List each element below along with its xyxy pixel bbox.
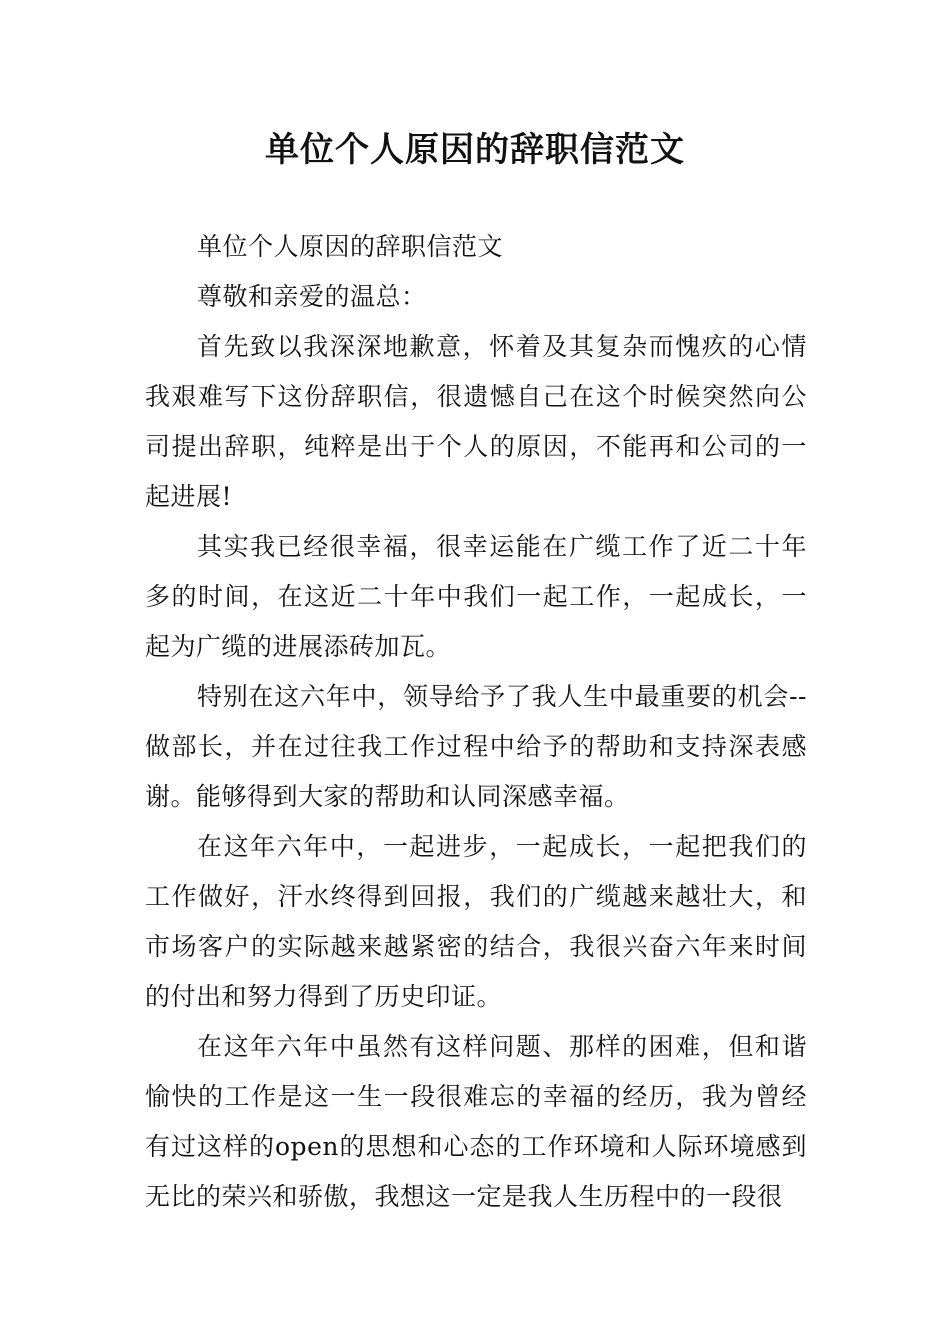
paragraph: 其实我已经很幸福，很幸运能在广缆工作了近二十年多的时间，在这近二十年中我们一起工作，一起成长，一起为广缆的进展添砖加瓦。 [145,532,807,661]
paragraph: 特别在这六年中，领导给予了我人生中最重要的机会--做部长，并在过往我工作过程中给予的帮助和支持深表感谢。能够得到大家的帮助和认同深感幸福。 [145,682,807,811]
document-title: 单位个人原因的辞职信范文 [265,130,685,170]
paragraph-salutation: 尊敬和亲爱的温总： [197,282,427,311]
paragraph: 首先致以我深深地歉意，怀着及其复杂而愧疚的心情我艰难写下这份辞职信，很遗憾自己在这个时候突然向公司提出辞职，纯粹是出于个人的原因，不能再和公司的一起进展! [145,332,807,511]
paragraph: 在这年六年中，一起进步，一起成长，一起把我们的工作做好，汗水终得到回报，我们的广缆越来越壮大，和市场客户的实际越来越紧密的结合，我很兴奋六年来时间的付出和努力得到了历史印证。 [145,832,807,1011]
paragraph-subtitle: 单位个人原因的辞职信范文 [197,232,504,261]
paragraph: 在这年六年中虽然有这样问题、那样的困难，但和谐愉快的工作是这一生一段很难忘的幸福的经历，我为曾经有过这样的open的思想和心态的工作环境和人际环境感到无比的荣兴和骄傲，我想这一定是我人生历程中的一段很 [145,1032,807,1211]
document-body [145,222,807,1222]
